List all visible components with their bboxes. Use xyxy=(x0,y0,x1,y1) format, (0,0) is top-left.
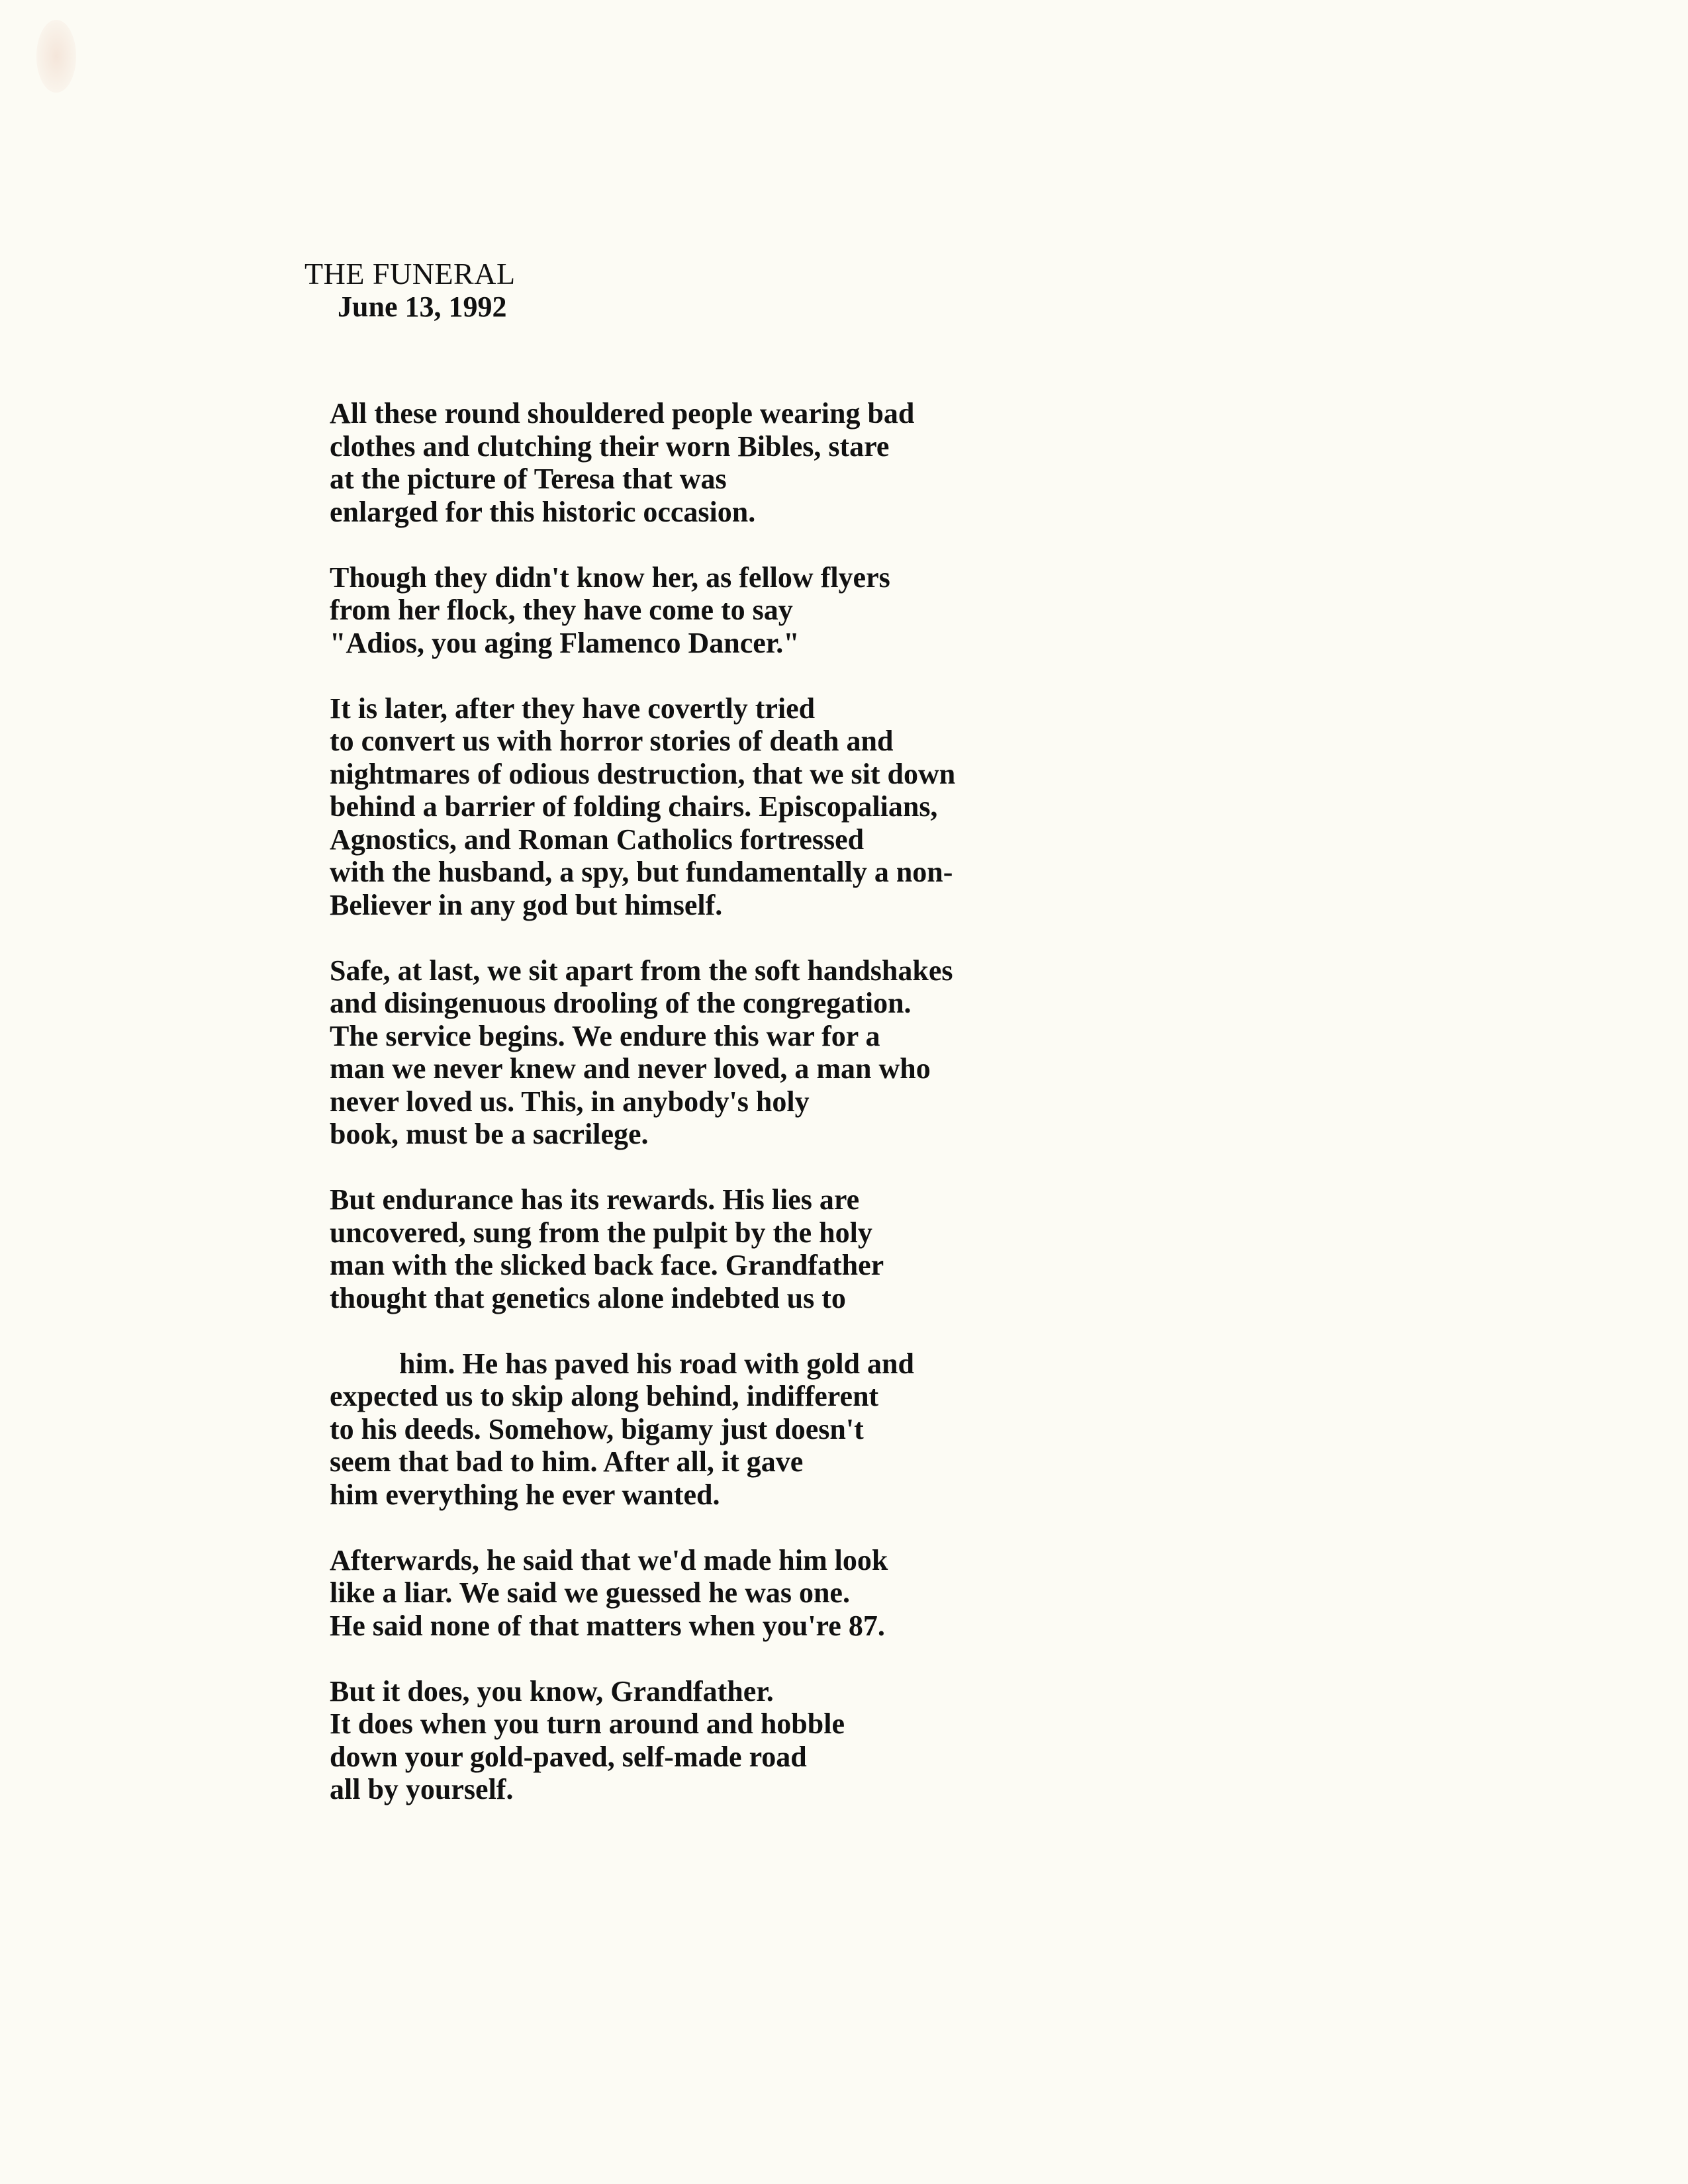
poem-line: Though they didn't know her, as fellow flyers xyxy=(330,561,890,594)
poem-line: him. He has paved his road with gold and xyxy=(399,1347,914,1380)
poem-line: behind a barrier of folding chairs. Episcopalians, xyxy=(330,790,938,823)
stanza-gap xyxy=(330,1151,1429,1184)
stanza-gap xyxy=(330,1642,1429,1675)
poem-line: It does when you turn around and hobble xyxy=(330,1707,845,1740)
poem-line: like a liar. We said we guessed he was one. xyxy=(330,1576,850,1609)
poem-line: him everything he ever wanted. xyxy=(330,1478,720,1511)
poem-line: at the picture of Teresa that was xyxy=(330,463,727,495)
stanza-3 xyxy=(330,692,1429,922)
poem-line: thought that genetics alone indebted us to xyxy=(330,1281,846,1314)
stanza-7 xyxy=(330,1544,1429,1643)
poem-line: But it does, you know, Grandfather. xyxy=(330,1674,774,1707)
poem-line: all by yourself. xyxy=(330,1773,514,1805)
poem-line: from her flock, they have come to say xyxy=(330,594,793,626)
poem-line: But endurance has its rewards. His lies are xyxy=(330,1183,860,1216)
stanza-gap xyxy=(330,921,1429,954)
stanza-gap xyxy=(330,659,1429,692)
poem-line: down your gold-paved, self-made road xyxy=(330,1740,807,1773)
poem-line: and disingenuous drooling of the congregation. xyxy=(330,987,912,1019)
poem-line: He said none of that matters when you're 87. xyxy=(330,1609,885,1642)
stanza-8 xyxy=(330,1675,1429,1806)
poem-line: seem that bad to him. After all, it gave xyxy=(330,1445,804,1478)
poem-line: with the husband, a spy, but fundamentally a non- xyxy=(330,856,953,888)
poem-line: Safe, at last, we sit apart from the soft handshakes xyxy=(330,954,953,987)
stanza-1 xyxy=(330,397,1429,528)
stanza-4 xyxy=(330,954,1429,1151)
poem-line: clothes and clutching their worn Bibles, stare xyxy=(330,430,890,463)
stanza-2 xyxy=(330,561,1429,660)
poem-line: expected us to skip along behind, indifferent xyxy=(330,1380,879,1412)
poem-line: "Adios, you aging Flamenco Dancer." xyxy=(330,626,800,659)
poem-line: man we never knew and never loved, a man who xyxy=(330,1052,931,1085)
poem-line: It is later, after they have covertly tried xyxy=(330,692,816,725)
poem-line: Believer in any god but himself. xyxy=(330,888,723,921)
poem-line: The service begins. We endure this war for a xyxy=(330,1019,880,1052)
stanza-5 xyxy=(330,1183,1429,1314)
poem-line: enlarged for this historic occasion. xyxy=(330,495,756,528)
stanza-gap xyxy=(330,1314,1429,1347)
poem-line: uncovered, sung from the pulpit by the holy xyxy=(330,1216,872,1249)
poem-line: never loved us. This, in anybody's holy xyxy=(330,1085,810,1118)
paper-smudge xyxy=(36,20,76,93)
poem-line: to his deeds. Somehow, bigamy just doesn't xyxy=(330,1412,864,1445)
poem-line: book, must be a sacrilege. xyxy=(330,1118,649,1150)
stanza-gap xyxy=(330,1511,1429,1544)
poem-line: Afterwards, he said that we'd made him look xyxy=(330,1543,888,1576)
poem-title: THE FUNERAL xyxy=(305,257,516,291)
poem-body xyxy=(330,397,1429,1806)
stanza-6 xyxy=(330,1347,1429,1512)
poem-date: June 13, 1992 xyxy=(338,291,507,323)
poem-line: man with the slicked back face. Grandfather xyxy=(330,1249,884,1281)
poem-line: to convert us with horror stories of death and xyxy=(330,725,894,757)
poem-line: All these round shouldered people wearing bad xyxy=(330,397,915,430)
stanza-gap xyxy=(330,528,1429,561)
poem-line: Agnostics, and Roman Catholics fortressed xyxy=(330,823,865,856)
poem-line: nightmares of odious destruction, that we sit down xyxy=(330,757,956,790)
